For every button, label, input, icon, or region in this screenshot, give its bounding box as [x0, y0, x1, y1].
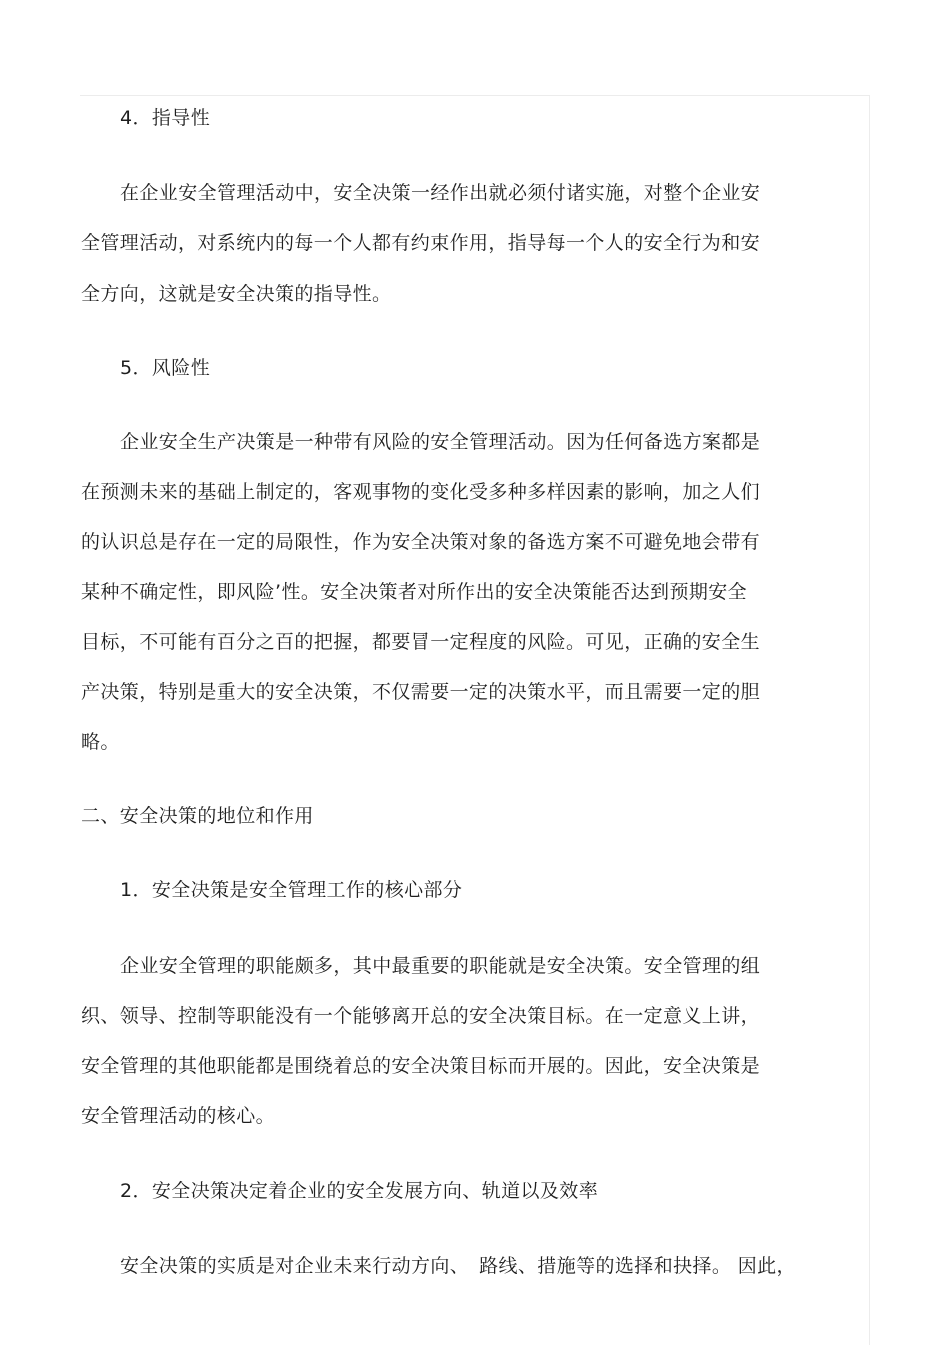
- paragraph-line: 安全管理的其他职能都是围绕着总的安全决策目标而开展的。因此，安全决策是: [81, 1055, 761, 1077]
- paragraph-line: 全管理活动，对系统内的每一个人都有约束作用，指导每一个人的安全行为和安: [81, 232, 761, 254]
- paragraph-line: 织、领导、控制等职能没有一个能够离开总的安全决策目标。在一定意义上讲，: [81, 1005, 761, 1027]
- paragraph-line: 在预测未来的基础上制定的，客观事物的变化受多种多样因素的影响，加之人们: [81, 481, 761, 503]
- section-heading-risk: 5．风险性: [120, 357, 211, 379]
- paragraph-line: 安全管理活动的核心。: [81, 1105, 276, 1127]
- paragraph-line: 企业安全管理的职能颇多，其中最重要的职能就是安全决策。安全管理的组: [120, 955, 761, 977]
- subsection-heading-direction: 2．安全决策决定着企业的安全发展方向、轨道以及效率: [120, 1180, 599, 1202]
- paragraph-line: 略。: [81, 731, 120, 753]
- paragraph-line: 的认识总是存在一定的局限性，作为安全决策对象的备选方案不可避免地会带有: [81, 531, 761, 553]
- paragraph-line: 企业安全生产决策是一种带有风险的安全管理活动。因为任何备选方案都是: [120, 431, 761, 453]
- paragraph-line: 某种不确定性，即风险’性。安全决策者对所作出的安全决策能否达到预期安全: [81, 581, 748, 603]
- section-heading-guidance: 4．指导性: [120, 107, 211, 129]
- paragraph-line: 全方向，这就是安全决策的指导性。: [81, 283, 392, 305]
- paragraph-line: 目标，不可能有百分之百的把握，都要冒一定程度的风险。可见，正确的安全生: [81, 631, 761, 653]
- paragraph-line: 安全决策的实质是对企业未来行动方向、 路线、措施等的选择和抉择。 因此，: [120, 1255, 796, 1277]
- subsection-heading-core: 1．安全决策是安全管理工作的核心部分: [120, 879, 463, 901]
- chapter-heading: 二、安全决策的地位和作用: [81, 805, 314, 827]
- paragraph-line: 产决策，特别是重大的安全决策，不仅需要一定的决策水平，而且需要一定的胆: [81, 681, 761, 703]
- paragraph-line: 在企业安全管理活动中，安全决策一经作出就必须付诸实施，对整个企业安: [120, 182, 761, 204]
